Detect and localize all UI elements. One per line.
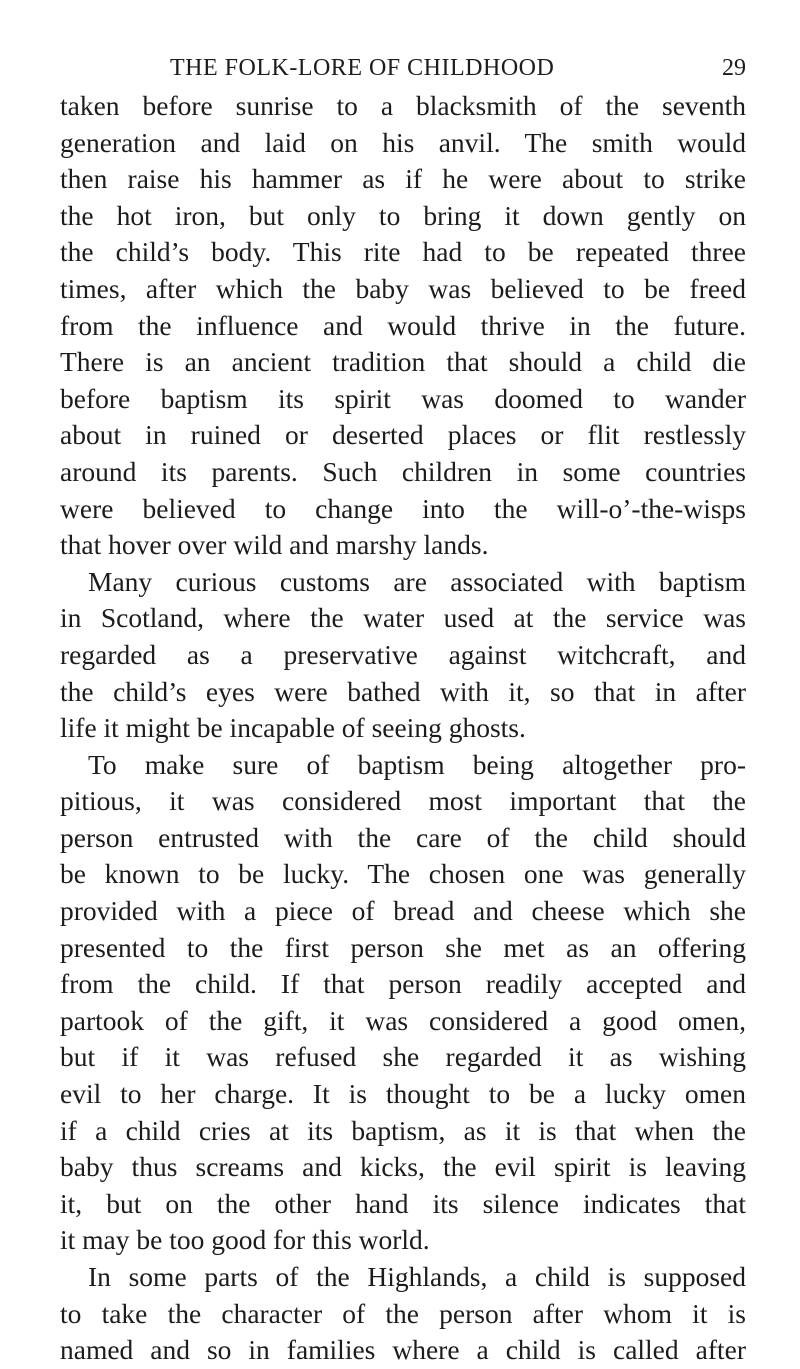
text-line: taken before sunrise to a blacksmith of the seventh [60,90,746,121]
text-line: were believed to change into the will-o’-the-wisps [60,492,746,524]
text-line: the hot iron, but only to bring it down gently on [60,199,746,231]
text-line: before baptism its spirit was doomed to wander [60,382,746,414]
text-line: in Scotland, where the water used at the service was [60,602,746,634]
running-title: THE FOLK-LORE OF CHILDHOOD [170,55,555,81]
page-number: 29 [722,55,746,81]
text-line: partook of the gift, it was considered a good omen, [60,1004,746,1036]
body-text [60,88,746,1369]
text-line: about in ruined or deserted places or flit restlessly [60,419,746,451]
text-line: times, after which the baby was believed to be freed [60,272,746,304]
text-line: generation and laid on his anvil. The smith would [60,126,746,158]
text-line: to take the character of the person after whom it is [60,1297,746,1329]
text-line: evil to her charge. It is thought to be a lucky omen [60,1078,746,1110]
text-line: it, but on the other hand its silence indicates that [60,1187,746,1219]
text-line: but if it was refused she regarded it as wishing [60,1041,746,1073]
text-line: life it might be incapable of seeing ghosts. [60,712,526,744]
text-line: pitious, it was considered most important that the [60,785,746,817]
text-line: be known to be lucky. The chosen one was generally [60,858,746,890]
text-line: person entrusted with the care of the child should [60,821,746,853]
text-line: from the influence and would thrive in the future. [60,309,746,341]
text-line: around its parents. Such children in some countries [60,455,746,487]
text-line: provided with a piece of bread and cheese which she [60,895,746,927]
text-line: from the child. If that person readily accepted and [60,968,746,1000]
text-line: if a child cries at its baptism, as it is that when the [60,1114,746,1146]
text-line: baby thus screams and kicks, the evil spirit is leaving [60,1151,746,1183]
text-line: named and so in families where a child is called after [60,1334,746,1366]
text-line: presented to the first person she met as an offering [60,931,746,963]
text-line: To make sure of baptism being altogether pro- [88,748,746,780]
text-line: that hover over wild and marshy lands. [60,529,489,561]
text-line: it may be too good for this world. [60,1224,430,1256]
text-line: In some parts of the Highlands, a child is supposed [88,1261,746,1292]
book-page [60,0,746,1366]
text-line: the child’s body. This rite had to be repeated three [60,236,746,268]
text-line: There is an ancient tradition that should a child die [60,346,746,378]
running-head [60,52,746,84]
text-line: the child’s eyes were bathed with it, so that in after [60,675,746,707]
text-line: Many curious customs are associated with baptism [88,565,746,597]
text-line: then raise his hammer as if he were about to strike [60,163,746,195]
text-line: regarded as a preservative against witchcraft, and [60,638,746,670]
